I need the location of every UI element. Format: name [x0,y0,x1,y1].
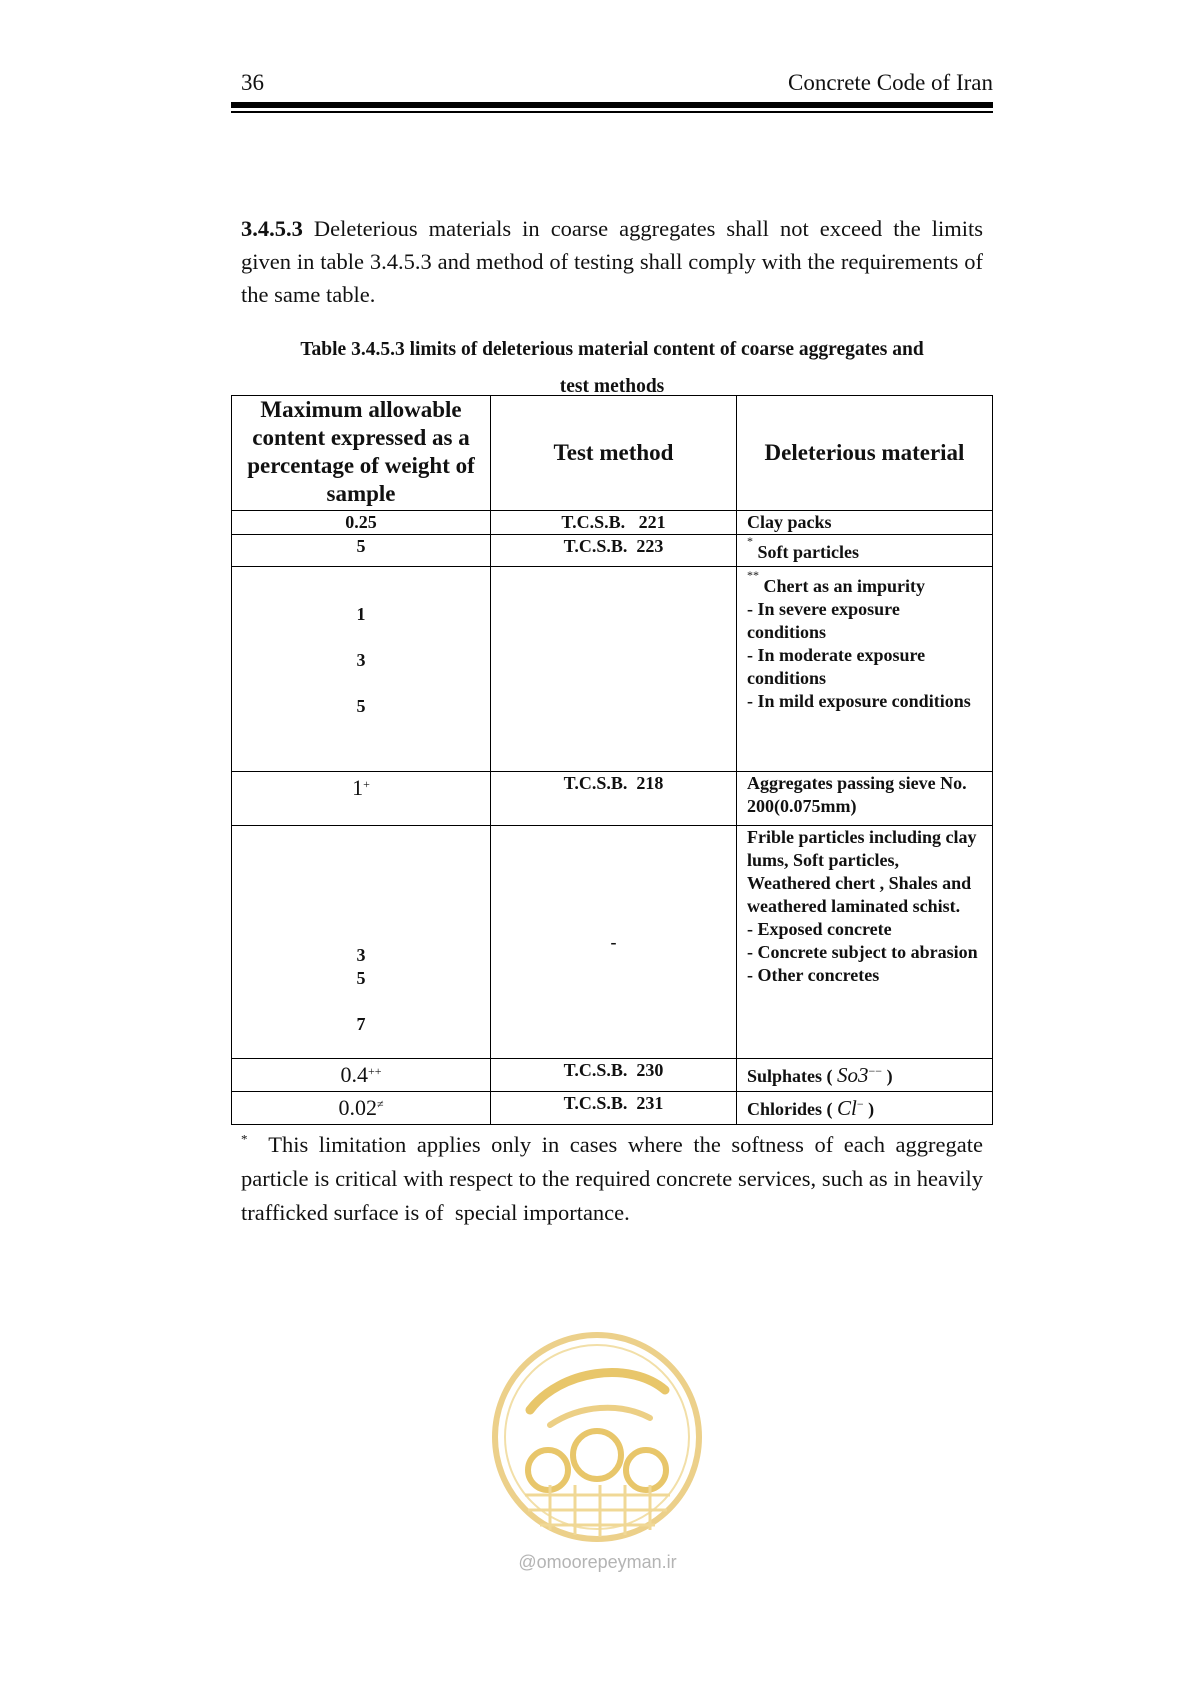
formula-charge: − [856,1097,864,1111]
table-row-chert [232,567,993,772]
running-title: Concrete Code of Iran [787,70,993,95]
cell-test: T.C.S.B. 230 [491,1059,737,1092]
table-row-sulphates [232,1059,993,1092]
intro-text: Deleterious materials in coarse aggregates shall not exceed the limits given in table 3.4.5.3 and method of testing shall comply with the requirements of the same table. [241,216,983,307]
cell-test-empty [491,567,737,772]
material-line: - Other concretes [747,965,880,985]
value-text: 0.4 [340,1062,368,1087]
cell-test: T.C.S.B. 223 [491,535,737,567]
table-row-sieve [232,772,993,826]
cell-values [232,567,491,772]
cell-value [232,1059,491,1092]
material-line: - In severe exposure conditions [747,599,900,642]
cell-test: T.C.S.B. 218 [491,772,737,826]
caption-line-2: test methods [559,376,665,397]
table-row-chlorides [232,1092,993,1125]
value-text: 0.02 [338,1095,377,1120]
footnote-mark: * [747,534,753,548]
cell-test: T.C.S.B. 231 [491,1092,737,1125]
cell-value: 5 [232,535,491,567]
formula: So3 [837,1063,869,1087]
table-row-clay [232,511,993,535]
cell-material [737,1092,993,1125]
watermark-site: @omoorepeyman.ir [518,1552,677,1572]
footnote-mark: ≠ [376,1097,384,1111]
value-moderate: 3 [356,650,366,670]
footnote-text: This limitation applies only in cases where the softness of each aggregate particle is critical with respect to the required concrete services, such as in heavily trafficked surface is of special importance. [241,1132,989,1225]
value-exposed: 3 [356,945,366,965]
watermark-seal-icon [490,1330,705,1545]
footnote-mark: + [363,777,370,791]
header-max-content: Maximum allowable content expressed as a percentage of weight of sample [232,396,491,511]
page-header [231,68,993,98]
material-text-end: ) [882,1066,893,1086]
cell-material: Aggregates passing sieve No. 200(0.075mm) [737,772,993,826]
footnote-mark: ++ [367,1064,382,1078]
material-line: - Concrete subject to abrasion [747,942,978,962]
caption-line-1: Table 3.4.5.3 limits of deleterious material content of coarse aggregates and [300,339,924,360]
cell-material: Clay packs [737,511,993,535]
header-rule-thick [231,102,993,108]
header-rule-thin [231,111,993,113]
value-other: 7 [356,1014,366,1034]
deleterious-materials-table [231,395,993,1125]
value-severe: 1 [356,604,366,624]
material-text-end: ) [863,1099,875,1119]
material-title: Chert as an impurity [763,576,925,596]
watermark-logo [490,1330,705,1545]
material-line: - Exposed concrete [747,919,892,939]
material-line: - In moderate exposure conditions [747,645,926,688]
header-test-method: Test method [491,396,737,511]
material-text: Sulphates ( [747,1066,838,1086]
cell-value [232,1092,491,1125]
cell-value: 0.25 [232,511,491,535]
material-text: Chlorides ( [747,1099,837,1119]
material-text: Soft particles [757,542,859,562]
header-material: Deleterious material [737,396,993,511]
clause-number: 3.4.5.3 [241,216,303,241]
material-title: Frible particles including clay lums, Soft particles, Weathered chert , Shales and weathered laminated schist. [747,827,977,916]
cell-value [232,772,491,826]
table-footnote [241,1128,989,1230]
formula-charge: −− [868,1064,883,1078]
page-number: 36 [241,70,264,95]
cell-material [737,567,993,772]
value-abrasion: 5 [356,968,366,988]
value-text: 1 [352,775,364,800]
table-header-row [232,396,993,511]
cell-material [737,1059,993,1092]
cell-material [737,535,993,567]
material-line: - In mild exposure conditions [747,691,971,711]
cell-material [737,826,993,1059]
footnote-mark: ** [747,568,759,582]
table-row-friable [232,826,993,1059]
cell-test: T.C.S.B. 221 [491,511,737,535]
footnote-mark: * [241,1131,248,1147]
formula: Cl [837,1096,857,1120]
value-mild: 5 [356,696,366,716]
table-row-soft [232,535,993,567]
intro-paragraph [241,212,983,311]
cell-test: - [491,826,737,1059]
cell-values [232,826,491,1059]
